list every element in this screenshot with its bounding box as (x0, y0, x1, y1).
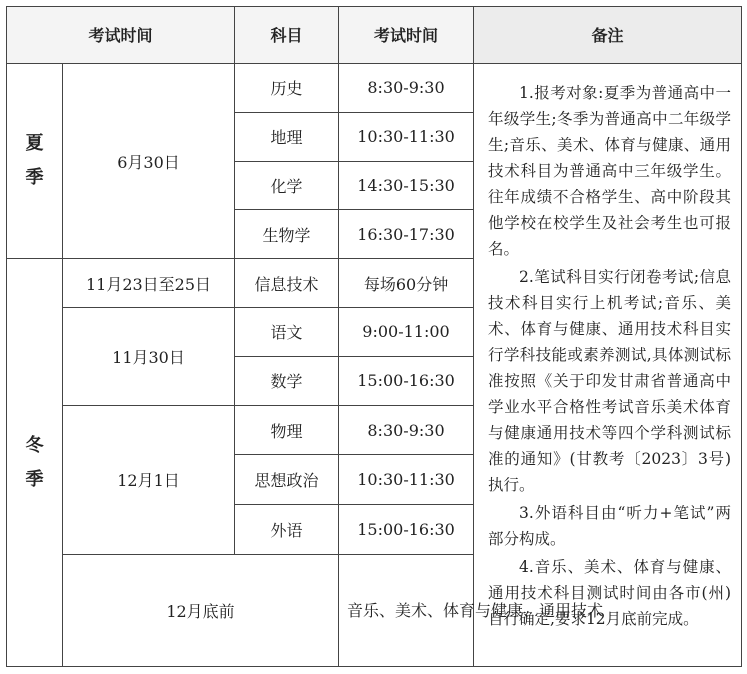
subject-cell: 外语 (235, 505, 339, 555)
subject-cell: 化学 (235, 161, 339, 210)
subject-cell: 思想政治 (235, 455, 339, 505)
subject-cell: 数学 (235, 356, 339, 405)
header-exam-time: 考试时间 (7, 7, 235, 64)
note-item: 1.报考对象:夏季为普通高中一年级学生;冬季为普通高中二年级学生;音乐、美术、体育与健康、通用技术科目为普通高中三年级学生。往年成绩不合格学生、高中阶段其他学校在校学生及社会考生也可报名。 (488, 83, 732, 258)
subject-cell: 历史 (235, 63, 339, 112)
time-cell: 每场60分钟 (339, 259, 474, 308)
time-cell: 14:30-15:30 (339, 161, 474, 210)
exam-date: 12月1日 (63, 405, 235, 554)
exam-date: 11月30日 (63, 308, 235, 406)
subject-cell: 音乐、美术、体育与健康、通用技术 (339, 555, 742, 667)
header-exam-time-2: 考试时间 (339, 7, 474, 64)
exam-date: 11月23日至25日 (63, 259, 235, 308)
season-char: 夏 (25, 133, 44, 155)
season-summer (7, 63, 63, 258)
subject-cell: 地理 (235, 112, 339, 161)
time-cell: 16:30-17:30 (339, 210, 474, 259)
note-item: 3.外语科目由“听力+笔试”两部分构成。 (488, 503, 732, 548)
season-char: 季 (25, 468, 44, 490)
subject-cell: 物理 (235, 405, 339, 455)
exam-schedule-table (6, 6, 742, 667)
table-row (7, 63, 742, 112)
header-subject: 科目 (235, 7, 339, 64)
time-cell: 15:00-16:30 (339, 505, 474, 555)
time-cell: 10:30-11:30 (339, 455, 474, 505)
subject-cell: 生物学 (235, 210, 339, 259)
time-cell: 8:30-9:30 (339, 63, 474, 112)
note-item: 2.笔试科目实行闭卷考试;信息技术科目实行上机考试;音乐、美术、体育与健康、通用技术科目实行学科技能或素养测试,具体测试标准按照《关于印发甘肃省普通高中学业水平合格性考试音乐美术体育与健康通用技术等四个学科测试标准的通知》(甘教考〔2023〕3号)执行。 (488, 267, 732, 494)
time-cell: 8:30-9:30 (339, 405, 474, 455)
note-item: 4.音乐、美术、体育与健康、通用技术科目测试时间由各市(州)自行确定,要求12月底前完成。 (488, 557, 732, 628)
exam-date: 6月30日 (63, 63, 235, 258)
exam-date: 12月底前 (63, 555, 339, 667)
season-char: 冬 (25, 434, 44, 456)
season-char: 季 (25, 167, 44, 189)
time-cell: 9:00-11:00 (339, 308, 474, 357)
time-cell: 15:00-16:30 (339, 356, 474, 405)
season-winter (7, 259, 63, 667)
subject-cell: 信息技术 (235, 259, 339, 308)
header-row (7, 7, 742, 64)
subject-cell: 语文 (235, 308, 339, 357)
time-cell: 10:30-11:30 (339, 112, 474, 161)
header-notes: 备注 (474, 7, 742, 64)
